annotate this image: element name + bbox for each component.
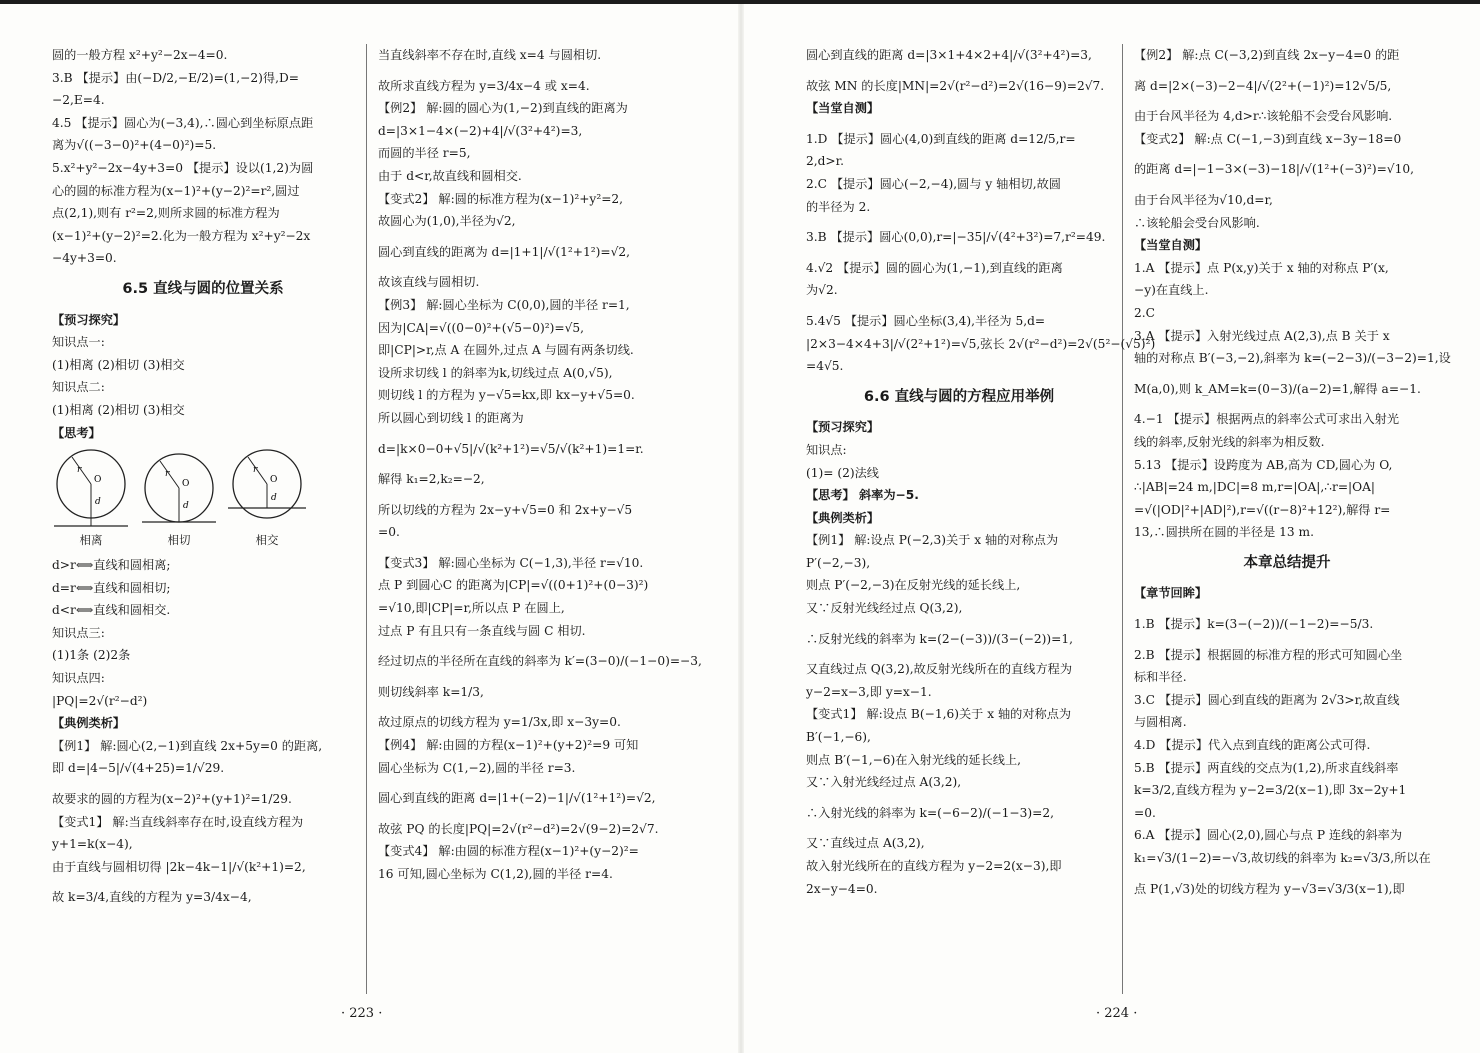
- col3b-line: (1)= (2)法线: [806, 465, 879, 480]
- col1b-line: (1)相离 (2)相切 (3)相交: [52, 357, 185, 372]
- col1-line: 5.x²+y²−2x−4y+3=0 【提示】设以(1,2)为圆: [52, 160, 314, 175]
- col4-line: 【例2】 解:点 C(−3,2)到直线 2x−y−4=0 的距: [1134, 48, 1400, 62]
- col3b-line: B′(−1,−6),: [806, 730, 871, 745]
- col3-line: |2×3−4×4+3|/√(2²+1²)=√5,弦长 2√(r²−d²)=2√(5²−(√5)²): [806, 336, 1156, 351]
- figure-tangent: [140, 448, 218, 548]
- col3-line: 圆心到直线的距离 d=|3×1+4×2+4|/√(3²+4²)=3,: [806, 48, 1092, 62]
- col3-line: 2,d>r.: [806, 154, 845, 169]
- col1-line: 3.B 【提示】由(−D/2,−E/2)=(1,−2)得,D=: [52, 70, 299, 85]
- col2-line: [378, 810, 682, 818]
- col1-line: −2,E=4.: [52, 93, 105, 108]
- circle-line-figures: [52, 448, 354, 548]
- col3-line: 4.√2 【提示】圆的圆心为(1,−1),到直线的距离: [806, 260, 1063, 275]
- col4-line: −y)在直线上.: [1134, 283, 1209, 298]
- col2-line: 经过切点的半径所在直线的斜率为 k′=(3−0)/(−1−0)=−3,: [378, 654, 702, 669]
- col2-line: 圆心到直线的距离为 d=|1+1|/√(1²+1²)=√2,: [378, 244, 630, 259]
- col1c-line: (1)1条 (2)2条: [52, 648, 131, 663]
- column-3: [806, 44, 1156, 900]
- section-6-6-title: 6.6 直线与圆的方程应用举例: [863, 388, 1055, 405]
- col3b-line: 又∵直线过点 A(3,2),: [806, 836, 925, 851]
- col4b-line: [1134, 636, 1440, 644]
- col2-line: 故所求直线方程为 y=3/4x−4 或 x=4.: [378, 78, 590, 93]
- col3-line: =4√5.: [806, 359, 844, 374]
- col3b-line: [806, 650, 1112, 658]
- col2-line: 则切线 l 的方程为 y−√5=kx,即 kx−y+√5=0.: [378, 388, 635, 403]
- col2-line: 即|CP|>r,点 A 在圆外,过点 A 与圆有两条切线.: [378, 343, 634, 358]
- col2-line: 【变式2】 解:圆的标准方程为(x−1)²+y²=2,: [378, 191, 624, 206]
- col1c-line: 故 k=3/4,直线的方程为 y=3/4x−4,: [52, 890, 252, 905]
- col2-line: [378, 779, 682, 787]
- col1-line: 点(2,1),则有 r²=2,则所求圆的标准方程为: [52, 206, 280, 221]
- col2-line: 故该直线与圆相切.: [378, 275, 480, 290]
- col4-line: M(a,0),则 k_AM=k=(0−3)/(a−2)=1,解得 a=−1.: [1134, 381, 1421, 396]
- col3b-line: 又∵反射光线经过点 Q(3,2),: [806, 601, 963, 616]
- col1c-line: d<r⟺直线和圆相交.: [52, 603, 171, 618]
- col3-line: 5.4√5 【提示】圆心坐标(3,4),半径为 5,d=: [806, 313, 1046, 328]
- chapter-summary-title: 本章总结提升: [1243, 554, 1331, 571]
- col4b-line: 3.C 【提示】圆心到直线的距离为 2√3>r,故直线: [1134, 692, 1400, 707]
- col1-line: (x−1)²+(y−2)²=2.化为一般方程为 x²+y²−2x: [52, 228, 311, 243]
- col4-line: 由于台风半径为√10,d=r,: [1134, 192, 1273, 207]
- col3b-line: [806, 824, 1112, 832]
- col2-line: 【例2】 解:圆的圆心为(1,−2)到直线的距离为: [378, 101, 628, 116]
- col1c-line: 故要求的圆的方程为(x−2)²+(y+1)²=1/29.: [52, 792, 292, 807]
- col1-line: 圆的一般方程 x²+y²−2x−4=0.: [52, 48, 228, 62]
- book-gutter: [738, 4, 744, 1053]
- column-divider-left: [366, 44, 367, 994]
- col4b-line: =0.: [1134, 805, 1156, 820]
- col1c-line: 即 d=|4−5|/√(4+25)=1/√29.: [52, 761, 225, 776]
- col4-line: [1134, 97, 1440, 105]
- col2-line: 设所求切线 l 的斜率为k,切线过点 A(0,√5),: [378, 365, 613, 380]
- svg-text:r: r: [165, 469, 170, 480]
- col3-line: [806, 218, 1112, 226]
- col4-line: 1.A 【提示】点 P(x,y)关于 x 轴的对称点 P′(x,: [1134, 260, 1389, 275]
- col4-line: 4.−1 【提示】根据两点的斜率公式可求出入射光: [1134, 412, 1400, 427]
- col3-line: [806, 67, 1112, 75]
- col1-line: 4.5 【提示】圆心为(−3,4),∴圆心到坐标原点距: [52, 115, 314, 130]
- col4-line: [1134, 370, 1440, 378]
- col3-line: 【当堂自测】: [806, 101, 880, 116]
- col2-line: [378, 263, 682, 271]
- col2-line: 则切线斜率 k=1/3,: [378, 684, 484, 699]
- col4-line: 【变式2】 解:点 C(−1,−3)到直线 x−3y−18=0: [1134, 131, 1402, 146]
- col1-line: 心的圆的标准方程为(x−1)²+(y−2)²=r²,圆过: [52, 183, 300, 198]
- col2-line: 由于 d<r,故直线和圆相交.: [378, 168, 522, 183]
- col2-line: 过点 P 有且只有一条直线与圆 C 相切.: [378, 623, 586, 638]
- col3-block: [806, 44, 1156, 378]
- col3b-line: 【典例类析】: [806, 510, 880, 525]
- col3-line: [806, 120, 1112, 128]
- col2-line: d=|3×1−4×(−2)+4|/√(3²+4²)=3,: [378, 123, 583, 138]
- col2-line: 16 可知,圆心坐标为 C(1,2),圆的半径 r=4.: [378, 867, 613, 881]
- col1c-line: 知识点四:: [52, 671, 105, 686]
- column-1: [52, 44, 354, 909]
- col4b-line: 点 P(1,√3)处的切线方程为 y−√3=√3/3(x−1),即: [1134, 881, 1405, 896]
- col1b-block: [52, 309, 354, 445]
- col4-line: 的距离 d=|−1−3×(−3)−18|/√(1²+(−3)²)=√10,: [1134, 162, 1414, 177]
- col4b-line: 【章节回眸】: [1134, 586, 1208, 601]
- col4b-block: [1134, 582, 1440, 900]
- col3-line: [806, 302, 1112, 310]
- page-number-right: · 224 ·: [1096, 1006, 1138, 1021]
- col4-line: 2.C: [1134, 305, 1155, 320]
- col1-block: [52, 44, 354, 270]
- col4-line: 【当堂自测】: [1134, 238, 1208, 253]
- col3b-line: 又∵入射光线经过点 A(3,2),: [806, 775, 962, 790]
- col4b-line: 1.B 【提示】k=(3−(−2))/(−1−2)=−5/3.: [1134, 617, 1374, 632]
- col2-line: [378, 673, 682, 681]
- col1c-line: [52, 780, 354, 788]
- col2-line: 【变式4】 解:由圆的标准方程(x−1)²+(y−2)²=: [378, 844, 639, 859]
- col4b-line: 5.B 【提示】两直线的交点为(1,2),所求直线斜率: [1134, 760, 1399, 775]
- page-number-left: · 223 ·: [341, 1006, 383, 1021]
- svg-text:O: O: [94, 475, 102, 486]
- col4-line: 轴的对称点 B′(−3,−2),斜率为 k=(−2−3)/(−3−2)=1,设: [1134, 351, 1451, 366]
- col3b-line: [806, 620, 1112, 628]
- col4-line: 离 d=|2×(−3)−2−4|/√(2²+(−1)²)=12√5/5,: [1134, 78, 1392, 93]
- col2-line: 点 P 到圆心C 的距离为|CP|=√((0+1)²+(0−3)²): [378, 578, 649, 593]
- col4-line: 3.A 【提示】入射光线过点 A(2,3),点 B 关于 x: [1134, 328, 1390, 343]
- col2-line: 所以切线的方程为 2x−y+√5=0 和 2x+y−√5: [378, 502, 633, 517]
- col1c-line: 【变式1】 解:当直线斜率存在时,设直线方程为: [52, 814, 304, 829]
- col3-line: 3.B 【提示】圆心(0,0),r=|−35|/√(4²+3²)=7,r²=49.: [806, 230, 1106, 245]
- col1c-line: 知识点三:: [52, 625, 105, 640]
- col4-line: =√(|OD|²+|AD|²),r=√((r−8)²+12²),解得 r=: [1134, 502, 1391, 517]
- col3-line: 2.C 【提示】圆心(−2,−4),圆与 y 轴相切,故圆: [806, 176, 1061, 191]
- col4b-line: 4.D 【提示】代入点到直线的距离公式可得.: [1134, 738, 1371, 753]
- col2-line: [378, 642, 682, 650]
- col2-line: [378, 703, 682, 711]
- col3-line: 的半径为 2.: [806, 199, 871, 214]
- col1c-line: 由于直线与圆相切得 |2k−4k−1|/√(k²+1)=2,: [52, 859, 306, 874]
- svg-text:O: O: [182, 479, 190, 490]
- col4b-line: 与圆相离.: [1134, 715, 1187, 730]
- col3b-line: P′(−2,−3),: [806, 555, 871, 570]
- section-6-5-title: 6.5 直线与圆的位置关系: [122, 280, 284, 297]
- svg-text:d: d: [271, 493, 277, 504]
- col2-line: =0.: [378, 525, 400, 540]
- col2-line: 【变式3】 解:圆心坐标为 C(−1,3),半径 r=√10.: [378, 555, 644, 570]
- col1b-line: (1)相离 (2)相切 (3)相交: [52, 402, 185, 417]
- col4-line: ∴|AB|=24 m,|DC|=8 m,r=|OA|,∴r=|OA|: [1134, 480, 1376, 495]
- col1c-line: d=r⟺直线和圆相切;: [52, 580, 171, 595]
- col3b-line: 【思考】 斜率为−5.: [806, 488, 919, 503]
- col4b-line: 2.B 【提示】根据圆的标准方程的形式可知圆心坐: [1134, 647, 1403, 662]
- col4b-line: 6.A 【提示】圆心(2,0),圆心与点 P 连线的斜率为: [1134, 828, 1403, 843]
- col1b-line: 【预习探究】: [52, 312, 126, 327]
- col2-line: 解得 k₁=2,k₂=−2,: [378, 472, 485, 487]
- col2-line: 【例4】 解:由圆的方程(x−1)²+(y+2)²=9 可知: [378, 738, 639, 753]
- col3b-line: ∴反射光线的斜率为 k=(2−(−3))/(3−(−2))=1,: [806, 631, 1074, 646]
- col2-line: [378, 233, 682, 241]
- col2-block: [378, 44, 702, 886]
- col2-line: 圆心坐标为 C(1,−2),圆的半径 r=3.: [378, 760, 576, 775]
- col2-line: 故弦 PQ 的长度|PQ|=2√(r²−d²)=2√(9−2)=2√7.: [378, 821, 659, 836]
- col3b-line: 则点 B′(−1,−6)在入射光线的延长线上,: [806, 752, 1022, 767]
- col2-line: d=|k×0−0+√5|/√(k²+1²)=√5/√(k²+1)=1=r.: [378, 441, 644, 456]
- col2-line: 所以圆心到切线 l 的距离为: [378, 410, 524, 425]
- figure-label-intersect: 相交: [255, 533, 279, 548]
- col1c-line: [52, 878, 354, 886]
- col1c-line: |PQ|=2√(r²−d²): [52, 693, 148, 708]
- col3b-line: 【变式1】 解:设点 B(−1,6)关于 x 轴的对称点为: [806, 707, 1072, 722]
- col4b-line: [1134, 870, 1440, 878]
- col2-line: =√10,即|CP|=r,所以点 P 在圆上,: [378, 601, 565, 616]
- col2-line: [378, 460, 682, 468]
- col3b-line: 则点 P′(−2,−3)在反射光线的延长线上,: [806, 578, 1021, 593]
- figure-intersect: [228, 448, 306, 548]
- col3-line: 为√2.: [806, 283, 838, 298]
- col4b-line: 标和半径.: [1134, 670, 1187, 685]
- col3b-block: [806, 416, 1112, 900]
- col1-line: −4y+3=0.: [52, 251, 117, 266]
- col4-line: ∴该轮船会受台风影响.: [1134, 215, 1260, 230]
- col2-line: [378, 67, 682, 75]
- col4-line: 5.13 【提示】设跨度为 AB,高为 CD,圆心为 O,: [1134, 457, 1393, 472]
- col2-line: 圆心到直线的距离 d=|1+(−2)−1|/√(1²+1²)=√2,: [378, 791, 656, 806]
- col1c-line: d>r⟺直线和圆相离;: [52, 558, 171, 573]
- col1c-block: [52, 554, 354, 909]
- svg-text:r: r: [77, 465, 82, 476]
- figure-label-tangent: 相切: [167, 533, 191, 548]
- figure-label-separate: 相离: [79, 533, 103, 548]
- col2-line: [378, 430, 682, 438]
- col3b-line: 2x−y−4=0.: [806, 881, 878, 896]
- col2-line: 当直线斜率不存在时,直线 x=4 与圆相切.: [378, 48, 602, 62]
- col1c-line: y+1=k(x−4),: [52, 837, 133, 852]
- col4-line: [1134, 400, 1440, 408]
- col4b-line: [1134, 605, 1440, 613]
- col3b-line: y−2=x−3,即 y=x−1.: [806, 684, 932, 699]
- col2-line: 而圆的半径 r=5,: [378, 146, 471, 161]
- col4b-line: k=3/2,直线方程为 y−2=3/2(x−1),即 3x−2y+1: [1134, 783, 1407, 798]
- svg-text:O: O: [270, 475, 278, 486]
- col3b-line: [806, 794, 1112, 802]
- col3b-line: 故入射光线所在的直线方程为 y−2=2(x−3),即: [806, 859, 1062, 873]
- col3-line: 故弦 MN 的长度|MN|=2√(r²−d²)=2√(16−9)=2√7.: [806, 78, 1105, 93]
- col4-line: 线的斜率,反射光线的斜率为相反数.: [1134, 434, 1325, 449]
- col1-line: 离为√((−3−0)²+(4−0)²)=5.: [52, 138, 217, 153]
- col2-line: 【例3】 解:圆心坐标为 C(0,0),圆的半径 r=1,: [378, 297, 630, 312]
- svg-text:d: d: [95, 497, 101, 508]
- col1c-line: 【典例类析】: [52, 716, 126, 731]
- col3b-line: ∴入射光线的斜率为 k=(−6−2)/(−1−3)=2,: [806, 805, 1054, 820]
- col1b-line: 【思考】: [52, 425, 101, 440]
- column-4: [1134, 44, 1451, 900]
- col2-line: [378, 491, 682, 499]
- col2-line: 故过原点的切线方程为 y=1/3x,即 x−3y=0.: [378, 715, 621, 730]
- col4-line: [1134, 150, 1440, 158]
- col2-line: 故圆心为(1,0),半径为√2,: [378, 214, 516, 229]
- svg-text:d: d: [183, 501, 189, 512]
- col2-line: 因为|CA|=√((0−0)²+(√5−0)²)=√5,: [378, 320, 585, 335]
- col4-block: [1134, 44, 1451, 544]
- column-divider-right: [1122, 44, 1123, 994]
- col1c-line: 【例1】 解:圆心(2,−1)到直线 2x+5y=0 的距离,: [52, 738, 323, 753]
- col3-line: 1.D 【提示】圆心(4,0)到直线的距离 d=12/5,r=: [806, 131, 1076, 146]
- col3b-line: 知识点:: [806, 442, 847, 457]
- col3b-line: 【例1】 解:设点 P(−2,3)关于 x 轴的对称点为: [806, 533, 1059, 548]
- col4-line: [1134, 67, 1440, 75]
- col3-line: [806, 249, 1112, 257]
- col2-line: [378, 544, 682, 552]
- col4-line: 13,∴圆拱所在圆的半径是 13 m.: [1134, 525, 1314, 540]
- col4-line: [1134, 181, 1440, 189]
- col4-line: 由于台风半径为 4,d>r∴该轮船不会受台风影响.: [1134, 109, 1393, 124]
- figure-separate: [52, 448, 130, 548]
- col3b-line: 【预习探究】: [806, 420, 880, 435]
- col1b-line: 知识点一:: [52, 335, 105, 350]
- col4b-line: k₁=√3/(1−2)=−√3,故切线的斜率为 k₂=√3/3,所以在: [1134, 851, 1431, 865]
- svg-text:r: r: [253, 465, 258, 476]
- col1b-line: 知识点二:: [52, 380, 105, 395]
- col3b-line: 又直线过点 Q(3,2),故反射光线所在的直线方程为: [806, 662, 1073, 677]
- column-2: [378, 44, 702, 886]
